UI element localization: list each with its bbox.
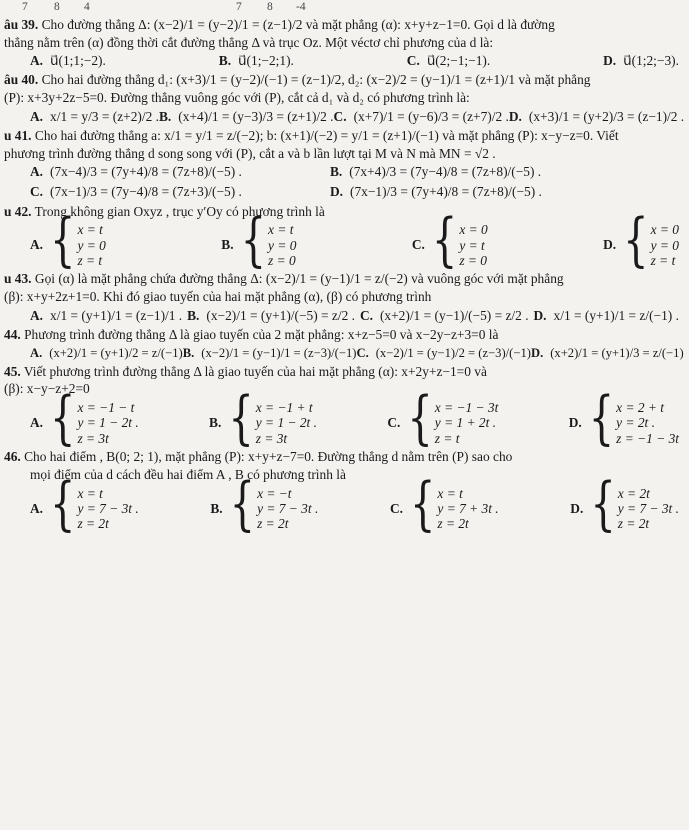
- question-text: Cho hai điểm , B(0; 2; 1), mặt phẳng (P): x+y+z−7=0. Đường thẳng d nằm trên (P) sao cho: [24, 449, 513, 465]
- option-d[interactable]: D. (7x−1)/3 = (7y+4)/8 = (7z+8)/(−5) .: [330, 184, 542, 200]
- question-text: mọi điểm của d cách đều hai điểm A , B có phương trình là: [30, 466, 346, 482]
- question-text: Gọi (α) là mặt phẳng chứa đường thẳng Δ: (x−2)/1 = (y−1)/1 = z/(−2) và vuông góc với mặt phẳng: [34, 271, 564, 287]
- question-label: 45.: [4, 363, 21, 379]
- option-b[interactable]: B. { x = −t y = 7 − 3t . z = 2t: [210, 470, 319, 538]
- option-d[interactable]: D. { x = 2t y = 7 − 3t . z = 2t: [570, 470, 679, 538]
- question-text: (β): x+y+2z+1=0. Khi đó giao tuyến của hai mặt phẳng (α), (β) có phương trình: [4, 289, 432, 305]
- question-41: [4, 127, 683, 203]
- header-number: 7: [22, 1, 28, 13]
- option-a[interactable]: A. (x+2)/1 = (y+1)/2 = z/(−1): [30, 345, 183, 360]
- question-44: [4, 326, 683, 363]
- option-b[interactable]: B. u⃗(1;−2;1).: [218, 53, 294, 69]
- question-label: u 41.: [4, 127, 32, 143]
- question-text: thẳng nằm trên (α) đồng thời cắt đường thẳng Δ và trục Oz. Một véctơ chỉ phương của d là:: [4, 34, 494, 50]
- question-text: (β): x−y−z+2=0: [4, 381, 90, 397]
- option-b[interactable]: B. (x−2)/1 = (y−1)/1 = (z−3)/(−1): [182, 345, 357, 360]
- question-45: [4, 363, 683, 452]
- answer-options: [4, 344, 683, 363]
- option-b[interactable]: B. { x = t y = 0 z = 0: [221, 207, 297, 275]
- option-d[interactable]: D. { x = 0 y = 0 z = t: [603, 207, 679, 275]
- header-number: -4: [296, 1, 306, 13]
- answer-options-row-1: [4, 162, 683, 182]
- answer-options-row-2: [4, 182, 683, 202]
- option-c[interactable]: C. { x = 0 y = t z = 0: [411, 207, 488, 275]
- cropped-header-numbers: [4, 2, 683, 16]
- option-c[interactable]: C. (7x−1)/3 = (7y−4)/8 = (7z+3)/(−5) .: [30, 184, 242, 200]
- option-b[interactable]: B. (7x+4)/3 = (7y−4)/8 = (7z+8)/(−5) .: [330, 164, 542, 180]
- header-number: 8: [54, 1, 60, 13]
- option-c[interactable]: C. u⃗(2;−1;−1).: [406, 53, 491, 69]
- question-label: âu 40.: [4, 72, 39, 88]
- option-a[interactable]: A. u⃗(1;1;−2).: [30, 53, 106, 69]
- answer-options: [4, 107, 683, 127]
- question-text: Cho hai đường thẳng d₁: (x+3)/1 = (y−2)/(−1) = (z−1)/2, d₂: (x−2)/2 = (y−1)/1 = (z+1)/1 và mặt phẳng: [41, 72, 591, 88]
- question-42: [4, 203, 683, 275]
- option-c[interactable]: C. (x+7)/1 = (y−6)/3 = (z+7)/2 .: [333, 108, 509, 124]
- option-b[interactable]: B. (x−2)/1 = (y+1)/(−5) = z/2 .: [187, 307, 355, 323]
- question-text: Phương trình đường thẳng Δ là giao tuyến của 2 mặt phẳng: x+z−5=0 và x−2y−z+3=0 là: [24, 326, 499, 342]
- header-number: 4: [84, 1, 90, 13]
- question-39: [4, 16, 683, 71]
- option-a[interactable]: A. { x = −1 − t y = 1 − 2t . z = 3t: [30, 385, 139, 452]
- question-text: Cho hai đường thẳng a: x/1 = y/1 = z/(−2); b: (x+1)/(−2) = y/1 = (z+1)/(−1) và mặt phẳng (P): x−y−z=0. Viết: [34, 127, 619, 143]
- question-text: Viết phương trình đường thẳng Δ là giao tuyến của hai mặt phẳng (α): x+2y+z−1=0 và: [23, 363, 487, 379]
- question-text: (P): x+3y+2z−5=0. Đường thẳng vuông góc với (P), cắt cả d₁ và d₂ có phương trình là:: [4, 90, 470, 106]
- option-a[interactable]: A. { x = t y = 7 − 3t . z = 2t: [30, 470, 139, 538]
- header-number: 7: [236, 1, 242, 13]
- option-c[interactable]: C. (x+2)/1 = (y−1)/(−5) = z/2 .: [359, 307, 529, 323]
- question-label: 44.: [4, 326, 21, 342]
- question-text: Cho đường thẳng Δ: (x−2)/1 = (y−2)/1 = (z−1)/2 và mặt phẳng (α): x+y+z−1=0. Gọi d là đường: [41, 17, 555, 32]
- answer-options: [4, 306, 683, 326]
- question-43: [4, 270, 683, 325]
- question-46: [4, 448, 683, 538]
- question-label: âu 39.: [4, 17, 39, 32]
- option-a[interactable]: A. x/1 = (y+1)/1 = (z−1)/1 .: [30, 307, 183, 323]
- question-text: phương trình đường thẳng d song song với (P), cắt a và b lần lượt tại M và N mà MN = √2 .: [4, 145, 496, 161]
- question-label: 46.: [4, 449, 21, 465]
- question-label: u 43.: [4, 271, 32, 287]
- question-40: [4, 71, 683, 126]
- answer-options: [4, 51, 683, 71]
- question-label: u 42.: [4, 203, 32, 219]
- option-d[interactable]: D. (x+2)/1 = (y+1)/3 = z/(−1): [530, 345, 684, 360]
- option-b[interactable]: B. { x = −1 + t y = 1 − 2t . z = 3t: [209, 385, 317, 452]
- option-d[interactable]: D. x/1 = (y+1)/1 = z/(−1) .: [533, 307, 679, 323]
- header-number: 8: [267, 1, 273, 13]
- option-c[interactable]: C. { x = t y = 7 + 3t . z = 2t: [389, 470, 499, 538]
- option-c[interactable]: C. { x = −1 − 3t y = 1 + 2t . z = t: [387, 385, 499, 452]
- option-d[interactable]: D. u⃗(1;2;−3).: [603, 53, 679, 69]
- option-d[interactable]: D. { x = 2 + t y = 2t . z = −1 − 3t: [568, 385, 679, 452]
- option-a[interactable]: A. (7x−4)/3 = (7y+4)/8 = (7z+8)/(−5) .: [30, 164, 242, 180]
- option-c[interactable]: C. (x−2)/1 = (y−1)/2 = (z−3)/(−1): [356, 345, 531, 360]
- question-text: Trong không gian Oxyz , trục y′Oy có phương trình là: [34, 203, 325, 219]
- option-a[interactable]: A. { x = t y = 0 z = t: [30, 207, 106, 275]
- option-a[interactable]: A. x/1 = y/3 = (z+2)/2 .: [30, 108, 159, 124]
- option-b[interactable]: B. (x+4)/1 = (y−3)/3 = (z+1)/2 .: [158, 108, 334, 124]
- option-d[interactable]: D. (x+3)/1 = (y+2)/3 = (z−1)/2 .: [508, 108, 685, 124]
